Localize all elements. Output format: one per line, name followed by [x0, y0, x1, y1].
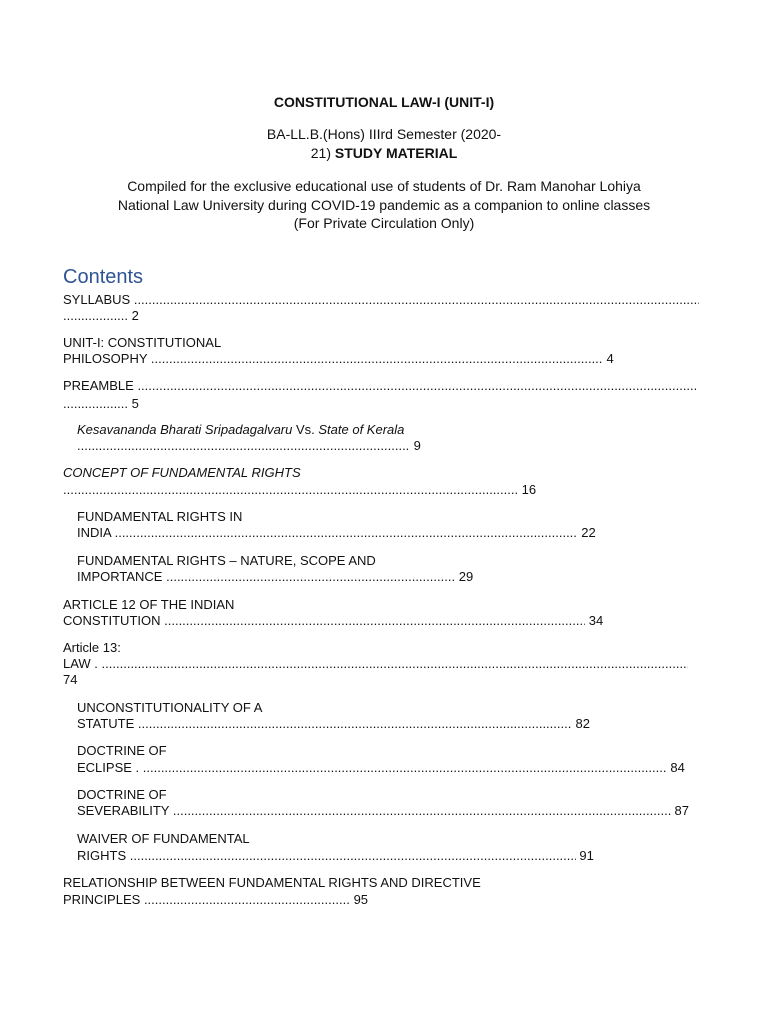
document-title: CONSTITUTIONAL LAW-I (UNIT-I) — [273, 94, 495, 110]
toc-entry-article-12-line2[interactable] — [63, 613, 603, 629]
toc-entry-relationship-line2[interactable] — [63, 892, 368, 908]
subtitle-study-material: STUDY MATERIAL — [334, 145, 458, 161]
toc-entry-label: DOCTRINE OF — [77, 787, 167, 802]
document-subtitle — [0, 125, 768, 163]
toc-entry-label: WAIVER OF FUNDAMENTAL — [77, 831, 250, 846]
toc-page-number: 22 — [581, 525, 596, 540]
toc-leader-dots — [137, 378, 696, 394]
toc-page-number: 29 — [458, 569, 474, 584]
toc-leader-dots — [102, 656, 688, 672]
toc-entry-eclipse-line2[interactable] — [77, 760, 685, 776]
toc-entry-concept-page[interactable] — [63, 482, 536, 498]
toc-entry-label: SYLLABUS — [63, 292, 131, 307]
toc-page-number: 95 — [353, 892, 369, 907]
toc-entry-waiver[interactable] — [77, 831, 250, 847]
toc-entry-label: LAW . — [63, 656, 98, 671]
toc-entry-severability-line2[interactable] — [77, 803, 689, 819]
toc-entry-waiver-line2[interactable] — [77, 848, 594, 864]
compiled-line-3: (For Private Circulation Only) — [293, 215, 475, 231]
toc-leader-dots — [134, 292, 699, 308]
compiled-line-1: Compiled for the exclusive educational use of students of Dr. Ram Manohar Lohiya — [127, 178, 641, 194]
toc-page-number: 4 — [606, 351, 614, 366]
compiled-notice — [0, 177, 768, 233]
toc-entry-severability[interactable] — [77, 787, 167, 803]
toc-entry-unconstitutionality[interactable] — [77, 700, 262, 716]
toc-leader-dots — [63, 396, 128, 412]
toc-leader-dots — [173, 803, 671, 819]
toc-leader-dots — [144, 892, 350, 908]
toc-entry-article-13-page[interactable] — [63, 672, 77, 688]
toc-entry-unconstitutionality-line2[interactable] — [77, 716, 590, 732]
toc-page-number: 74 — [63, 672, 78, 687]
toc-entry-kesavananda-page[interactable] — [77, 438, 421, 454]
subtitle-line-1: BA-LL.B.(Hons) IIIrd Semester (2020- — [266, 126, 502, 142]
toc-entry-article-13-line2[interactable] — [63, 656, 688, 672]
toc-leader-dots — [151, 351, 603, 367]
toc-entry-label: PHILOSOPHY — [63, 351, 148, 366]
toc-leader-dots — [115, 525, 578, 541]
toc-page-number: 87 — [674, 803, 689, 818]
toc-page-number: 84 — [670, 760, 685, 775]
toc-leader-dots — [143, 760, 667, 776]
toc-entry-label: PREAMBLE — [63, 378, 134, 393]
toc-page-number: 16 — [521, 482, 537, 497]
toc-entry-concept[interactable] — [63, 465, 301, 481]
toc-entry-label: IMPORTANCE — [77, 569, 163, 584]
toc-leader-dots — [77, 438, 410, 454]
toc-entry-fr-india-line2[interactable] — [77, 525, 596, 541]
toc-entry-label: FUNDAMENTAL RIGHTS – NATURE, SCOPE AND — [77, 553, 376, 568]
toc-page-number: 82 — [575, 716, 591, 731]
subtitle-line-2 — [0, 144, 768, 163]
toc-page-number: 91 — [579, 848, 594, 863]
contents-heading: Contents — [63, 266, 144, 288]
toc-page-number: 5 — [131, 396, 139, 411]
toc-leader-dots — [63, 482, 518, 498]
toc-entry-vs: Vs. — [292, 422, 319, 437]
toc-entry-label: RIGHTS — [77, 848, 127, 863]
toc-entry-fr-nature-line2[interactable] — [77, 569, 473, 585]
toc-leader-dots — [164, 613, 585, 629]
toc-entry-fr-nature[interactable] — [77, 553, 376, 569]
toc-entry-label: ECLIPSE . — [77, 760, 140, 775]
toc-entry-label: CONSTITUTION — [63, 613, 161, 628]
toc-entry-label: UNCONSTITUTIONALITY OF A — [77, 700, 263, 715]
toc-leader-dots — [166, 569, 455, 585]
toc-entry-preamble[interactable] — [63, 378, 696, 394]
toc-entry-fr-india[interactable] — [77, 509, 242, 525]
toc-entry-label: RELATIONSHIP BETWEEN FUNDAMENTAL RIGHTS AND DIRECTIVE — [63, 875, 481, 890]
toc-entry-label: FUNDAMENTAL RIGHTS IN — [77, 509, 243, 524]
toc-leader-dots — [130, 848, 576, 864]
toc-page-number: 9 — [413, 438, 421, 453]
compiled-line-2: National Law University during COVID-19 pandemic as a companion to online classes — [117, 196, 651, 213]
toc-entry-label: UNIT-I: CONSTITUTIONAL — [63, 335, 222, 350]
toc-entry-label: Kesavananda Bharati Sripadagalvaru — [77, 422, 293, 437]
toc-entry-unit-i-line2[interactable] — [63, 351, 614, 367]
toc-entry-label: CONCEPT OF FUNDAMENTAL RIGHTS — [63, 465, 301, 480]
toc-entry-preamble-page[interactable] — [63, 396, 139, 412]
toc-entry-kesavananda[interactable] — [77, 422, 404, 438]
toc-entry-unit-i[interactable] — [63, 335, 221, 351]
toc-entry-article-13[interactable] — [63, 640, 121, 656]
toc-leader-dots — [63, 308, 128, 324]
toc-page-number: 2 — [131, 308, 139, 323]
toc-entry-label: SEVERABILITY — [77, 803, 170, 818]
toc-entry-label: ARTICLE 12 OF THE INDIAN — [63, 597, 235, 612]
toc-entry-label: DOCTRINE OF — [77, 743, 167, 758]
toc-entry-relationship[interactable] — [63, 875, 481, 891]
toc-page-number: 34 — [588, 613, 604, 628]
toc-entry-syllabus-page[interactable] — [63, 308, 139, 324]
subtitle-year-end: 21) — [310, 145, 335, 161]
toc-entry-label: Article 13: — [63, 640, 121, 655]
toc-entry-label: STATUTE — [77, 716, 135, 731]
toc-entry-eclipse[interactable] — [77, 743, 167, 759]
toc-entry-label: PRINCIPLES — [63, 892, 141, 907]
toc-entry-article-12[interactable] — [63, 597, 234, 613]
toc-leader-dots — [138, 716, 572, 732]
toc-entry-label: INDIA — [77, 525, 111, 540]
toc-entry-syllabus[interactable] — [63, 292, 699, 308]
toc-entry-label-end: State of Kerala — [318, 422, 405, 437]
